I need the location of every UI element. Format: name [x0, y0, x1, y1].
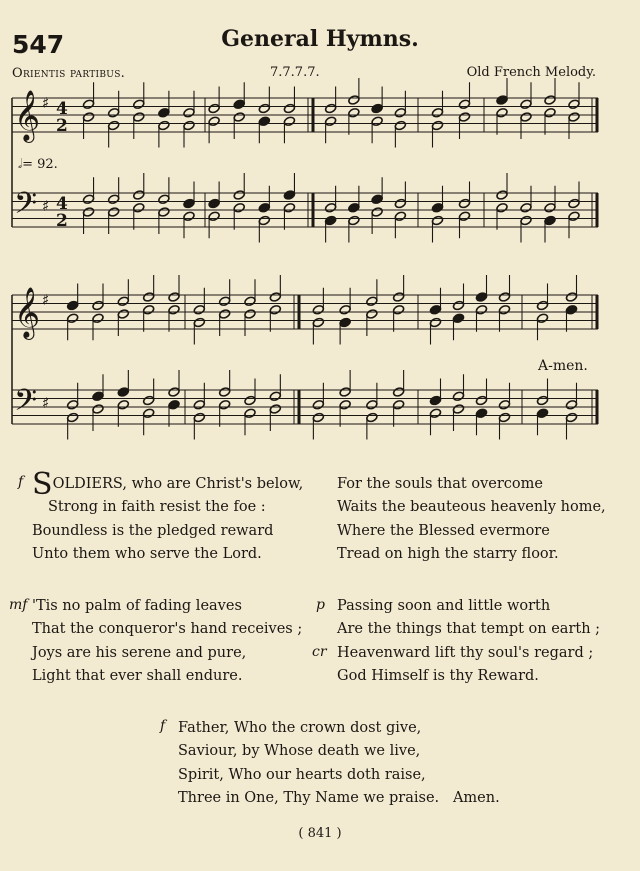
- note-head: [366, 399, 378, 410]
- note-head: [339, 399, 351, 410]
- note-head: [283, 103, 295, 114]
- note-head: [133, 112, 145, 123]
- amen-label: A-men.: [538, 358, 588, 374]
- stanza-line: Where the Blessed evermore: [337, 522, 550, 539]
- note-head: [193, 304, 205, 315]
- note-head: [452, 313, 464, 324]
- sharp-icon: ♯: [42, 94, 50, 112]
- sharp-icon: ♯: [42, 291, 50, 309]
- note-head: [452, 404, 464, 415]
- note-head: [520, 202, 532, 213]
- note-head: [565, 412, 577, 423]
- note-head: [208, 116, 220, 127]
- note-head: [158, 207, 170, 218]
- note-head: [107, 207, 119, 218]
- stanza-line: Saviour, by Whose death we live,: [178, 743, 421, 760]
- note-head: [458, 99, 470, 110]
- note-head: [283, 116, 295, 127]
- note-head: [568, 99, 580, 110]
- note-head: [283, 190, 295, 201]
- note-head: [496, 190, 508, 201]
- note-head: [371, 194, 383, 205]
- dynamic-mark: mf: [9, 597, 28, 613]
- stanza-line: Tread on high the starry floor.: [337, 546, 559, 563]
- note-head: [431, 202, 443, 213]
- stanza-line: Light that ever shall endure.: [32, 668, 243, 685]
- note-head: [458, 112, 470, 123]
- note-head: [452, 300, 464, 311]
- dynamic-mark: f: [160, 718, 166, 734]
- note-head: [168, 304, 180, 315]
- note-head: [544, 202, 556, 213]
- note-head: [92, 313, 104, 324]
- note-head: [218, 387, 230, 398]
- note-head: [258, 215, 270, 226]
- time-signature-top: 4: [56, 99, 68, 119]
- note-head: [193, 317, 205, 328]
- note-head: [394, 107, 406, 118]
- stanza-line: Joys are his serene and pure,: [32, 644, 247, 661]
- note-head: [312, 412, 324, 423]
- stanza-line: God Himself is thy Reward.: [337, 668, 539, 685]
- note-head: [536, 408, 548, 419]
- note-head: [498, 292, 510, 303]
- half-note-icon: 𝅗𝅥: [18, 157, 23, 172]
- stanza-line: Waits the beauteous heavenly home,: [337, 499, 606, 516]
- note-head: [544, 95, 556, 106]
- note-head: [431, 120, 443, 131]
- note-head: [520, 215, 532, 226]
- note-head: [107, 120, 119, 131]
- drop-cap: S: [32, 467, 53, 502]
- note-head: [258, 103, 270, 114]
- note-head: [82, 207, 94, 218]
- note-head: [475, 408, 487, 419]
- note-head: [371, 116, 383, 127]
- note-head: [208, 103, 220, 114]
- note-head: [371, 207, 383, 218]
- note-head: [66, 300, 78, 311]
- note-head: [452, 391, 464, 402]
- dynamic-mark: cr: [312, 644, 327, 660]
- note-head: [339, 317, 351, 328]
- note-head: [348, 95, 360, 106]
- treble-clef-icon: 𝄞: [14, 90, 41, 141]
- note-head: [520, 99, 532, 110]
- note-head: [158, 194, 170, 205]
- note-head: [269, 404, 281, 415]
- note-head: [394, 120, 406, 131]
- stanza-line: Strong in faith resist the foe :: [48, 499, 266, 516]
- note-head: [312, 399, 324, 410]
- note-head: [244, 309, 256, 320]
- note-head: [312, 317, 324, 328]
- hymn-number: 547: [12, 30, 65, 59]
- time-signature-bottom: 2: [56, 116, 68, 136]
- note-head: [429, 304, 441, 315]
- page-number: ( 841 ): [298, 826, 342, 841]
- bass-clef-icon: 𝄢: [14, 384, 38, 425]
- note-head: [183, 198, 195, 209]
- note-head: [366, 309, 378, 320]
- note-head: [117, 296, 129, 307]
- stanza-line: Three in One, Thy Name we praise. Amen.: [178, 790, 500, 807]
- note-head: [348, 107, 360, 118]
- note-head: [565, 399, 577, 410]
- tune-source: Old French Melody.: [466, 65, 596, 80]
- note-head: [536, 300, 548, 311]
- note-head: [183, 211, 195, 222]
- note-head: [183, 107, 195, 118]
- note-head: [117, 309, 129, 320]
- note-head: [269, 292, 281, 303]
- note-head: [392, 304, 404, 315]
- stanza-4: [337, 595, 600, 689]
- note-head: [498, 399, 510, 410]
- note-head: [431, 215, 443, 226]
- note-head: [258, 116, 270, 127]
- note-head: [269, 391, 281, 402]
- note-head: [158, 120, 170, 131]
- note-head: [193, 399, 205, 410]
- note-head: [520, 112, 532, 123]
- note-head: [339, 387, 351, 398]
- note-head: [92, 391, 104, 402]
- note-head: [158, 107, 170, 118]
- note-head: [283, 202, 295, 213]
- note-head: [66, 412, 78, 423]
- page-heading: General Hymns.: [221, 26, 419, 52]
- note-head: [565, 304, 577, 315]
- note-head: [168, 292, 180, 303]
- stanza-2: [337, 473, 606, 567]
- stanza-3: [32, 595, 302, 689]
- note-head: [339, 304, 351, 315]
- time-signature-top: 4: [56, 194, 68, 214]
- note-head: [429, 395, 441, 406]
- stanza-line: For the souls that overcome: [337, 476, 543, 492]
- note-head: [429, 408, 441, 419]
- note-head: [92, 300, 104, 311]
- note-head: [142, 292, 154, 303]
- note-head: [142, 408, 154, 419]
- note-head: [193, 412, 205, 423]
- tune-name: Orientis partibus.: [12, 66, 126, 81]
- note-head: [498, 412, 510, 423]
- meter: 7.7.7.7.: [270, 65, 320, 80]
- note-head: [568, 198, 580, 209]
- note-head: [233, 190, 245, 201]
- note-head: [475, 395, 487, 406]
- note-head: [82, 112, 94, 123]
- note-head: [218, 309, 230, 320]
- note-head: [183, 120, 195, 131]
- stanza-line: Unto them who serve the Lord.: [32, 546, 262, 563]
- note-head: [394, 211, 406, 222]
- note-head: [366, 296, 378, 307]
- tempo-value: = 92.: [22, 157, 58, 172]
- note-head: [324, 202, 336, 213]
- note-head: [142, 304, 154, 315]
- note-head: [312, 304, 324, 315]
- stanza-line: Are the things that tempt on earth ;: [337, 621, 601, 638]
- note-head: [458, 198, 470, 209]
- treble-clef-icon: 𝄞: [14, 287, 41, 338]
- note-head: [233, 202, 245, 213]
- note-head: [208, 211, 220, 222]
- note-head: [133, 99, 145, 110]
- note-head: [496, 107, 508, 118]
- note-head: [394, 198, 406, 209]
- stanza-line: SOLDIERS, who are Christ's below,: [32, 467, 304, 502]
- note-head: [392, 387, 404, 398]
- note-head: [498, 304, 510, 315]
- note-head: [348, 202, 360, 213]
- note-head: [117, 387, 129, 398]
- note-head: [475, 304, 487, 315]
- note-head: [233, 99, 245, 110]
- note-head: [66, 399, 78, 410]
- note-head: [142, 395, 154, 406]
- note-head: [475, 292, 487, 303]
- note-head: [107, 107, 119, 118]
- note-head: [568, 211, 580, 222]
- note-head: [107, 194, 119, 205]
- note-head: [92, 404, 104, 415]
- note-head: [269, 304, 281, 315]
- stanza-line: 'Tis no palm of fading leaves: [32, 598, 242, 614]
- stanza-line: Father, Who the crown dost give,: [178, 720, 422, 736]
- sharp-icon: ♯: [42, 394, 50, 412]
- note-head: [431, 107, 443, 118]
- dynamic-mark: f: [18, 474, 24, 490]
- stanza-line: Passing soon and little worth: [337, 598, 551, 614]
- tempo-mark: [18, 157, 58, 172]
- dynamic-mark: p: [316, 597, 325, 613]
- note-head: [536, 395, 548, 406]
- stanza-5: [178, 717, 500, 811]
- note-head: [496, 95, 508, 106]
- note-head: [117, 399, 129, 410]
- note-head: [496, 202, 508, 213]
- note-head: [348, 215, 360, 226]
- note-head: [218, 399, 230, 410]
- note-head: [324, 215, 336, 226]
- note-head: [82, 194, 94, 205]
- note-head: [258, 202, 270, 213]
- note-head: [568, 112, 580, 123]
- note-head: [429, 317, 441, 328]
- note-head: [244, 408, 256, 419]
- note-head: [244, 296, 256, 307]
- note-head: [208, 198, 220, 209]
- note-head: [324, 116, 336, 127]
- note-head: [66, 313, 78, 324]
- note-head: [168, 399, 180, 410]
- note-head: [371, 103, 383, 114]
- note-head: [544, 215, 556, 226]
- note-head: [168, 387, 180, 398]
- note-head: [366, 412, 378, 423]
- stanza-line: Boundless is the pledged reward: [32, 522, 274, 539]
- note-head: [133, 190, 145, 201]
- bass-clef-icon: 𝄢: [14, 187, 38, 228]
- note-head: [218, 296, 230, 307]
- time-signature-bottom: 2: [56, 211, 68, 231]
- note-head: [458, 211, 470, 222]
- note-head: [544, 107, 556, 118]
- stanza-line: That the conqueror's hand receives ;: [32, 621, 303, 638]
- note-head: [536, 313, 548, 324]
- stanza-line: Spirit, Who our hearts doth raise,: [178, 766, 426, 783]
- note-head: [565, 292, 577, 303]
- note-head: [82, 99, 94, 110]
- note-head: [133, 202, 145, 213]
- note-head: [392, 292, 404, 303]
- note-head: [244, 395, 256, 406]
- note-head: [392, 399, 404, 410]
- sharp-icon: ♯: [42, 197, 50, 215]
- stanza-1: [32, 467, 304, 567]
- note-head: [233, 112, 245, 123]
- stanza-line: Heavenward lift thy soul's regard ;: [337, 644, 594, 661]
- note-head: [324, 103, 336, 114]
